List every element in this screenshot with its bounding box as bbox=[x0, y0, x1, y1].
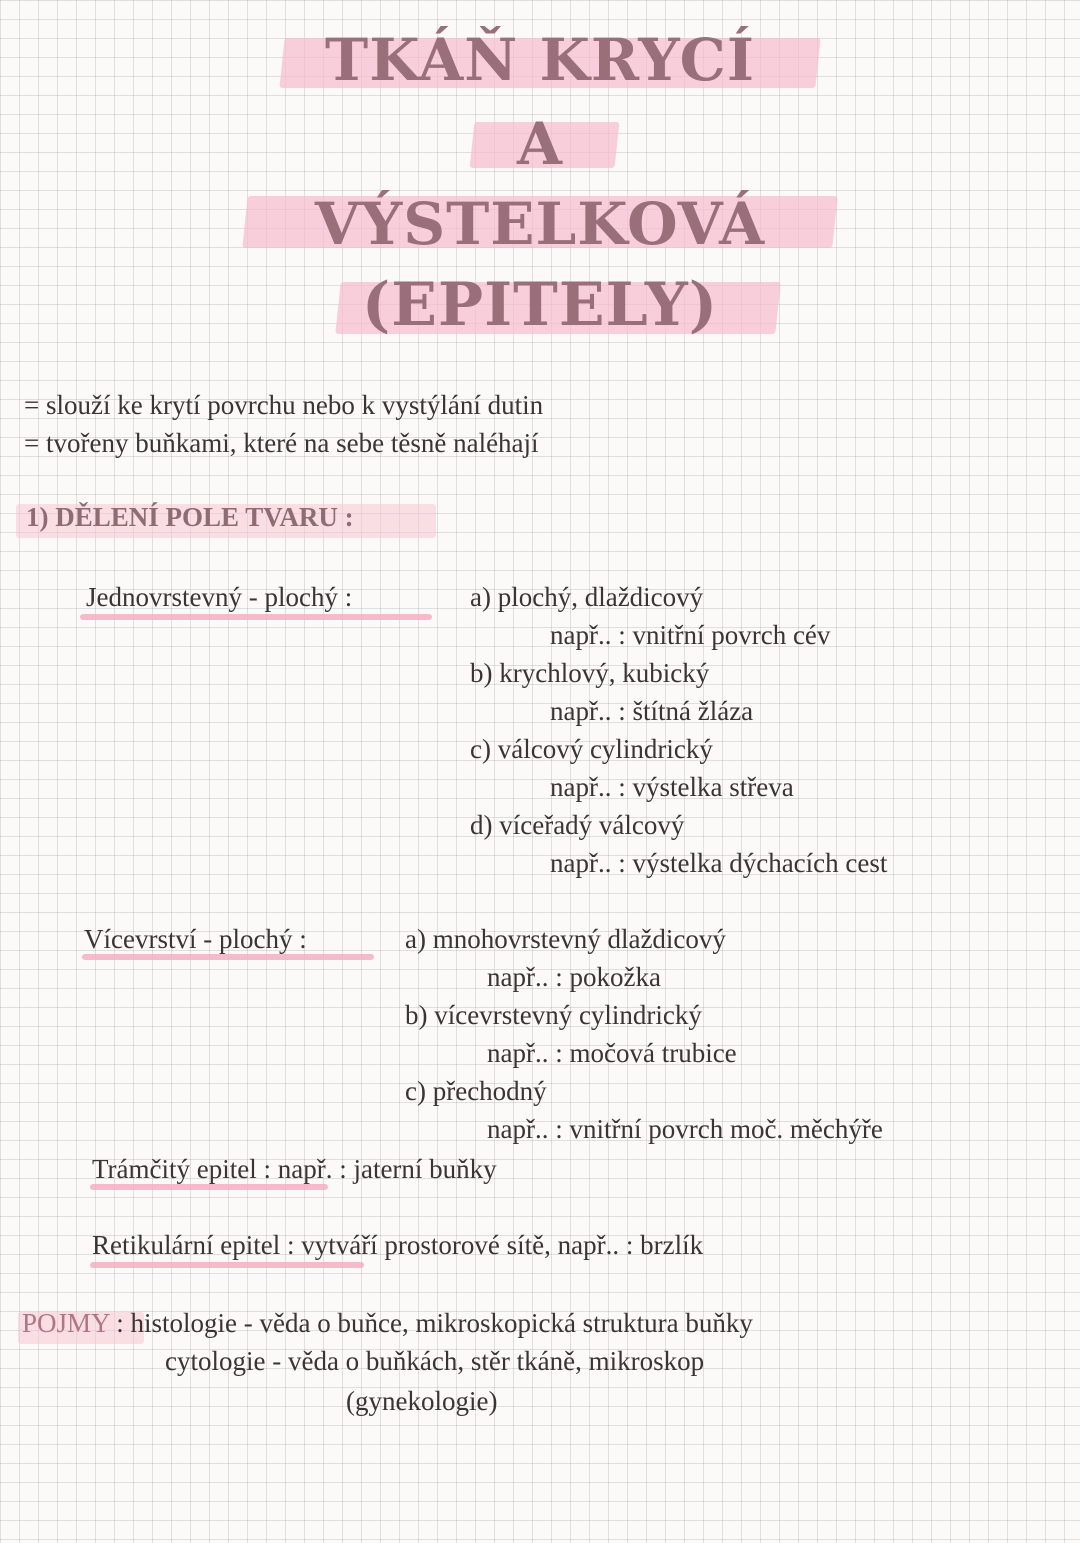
vice-example-c: např.. : vnitřní povrch moč. měchýře bbox=[487, 1114, 883, 1144]
pojmy-label: POJMY bbox=[22, 1308, 110, 1338]
pojmy-text-1: : histologie - věda o buňce, mikroskopická struktura buňky bbox=[116, 1308, 753, 1338]
jedno-item-d: d) víceřadý válcový bbox=[470, 810, 685, 840]
vice-item-b: b) vícevrstevný cylindrický bbox=[405, 1000, 702, 1030]
jedno-item-c: c) válcový cylindrický bbox=[470, 734, 713, 764]
jednovrstevny-underline bbox=[80, 614, 432, 620]
jedno-example-a: např.. : vnitřní povrch cév bbox=[550, 620, 831, 650]
vicevrstvy-label: Vícevrství - plochý : bbox=[84, 924, 307, 954]
intro-line-2: = tvořeny buňkami, které na sebe těsně naléhají bbox=[24, 428, 539, 458]
vice-item-c: c) přechodný bbox=[405, 1076, 547, 1106]
pojmy-line-1 bbox=[22, 1308, 753, 1339]
title-line-1: TKÁŇ KRYCÍ bbox=[325, 26, 755, 94]
tramcity-line bbox=[92, 1154, 497, 1185]
vice-item-a: a) mnohovrstevný dlaždicový bbox=[405, 924, 726, 954]
tramcity-text: : např. : jaterní buňky bbox=[263, 1154, 497, 1184]
retikularni-text: : vytváří prostorové sítě, např.. : brzlík bbox=[286, 1230, 704, 1260]
retikularni-line bbox=[92, 1230, 703, 1261]
title-line-2: A bbox=[516, 110, 563, 178]
pojmy-line-3: (gynekologie) bbox=[346, 1386, 498, 1416]
jedno-example-b: např.. : štítná žláza bbox=[550, 696, 754, 726]
title-line-3: VÝSTELKOVÁ bbox=[314, 190, 766, 258]
jedno-item-b: b) krychlový, kubický bbox=[470, 658, 710, 688]
retikularni-underline bbox=[90, 1262, 364, 1268]
pojmy-line-2: cytologie - věda o buňkách, stěr tkáně, mikroskop bbox=[165, 1346, 705, 1376]
jedno-example-c: např.. : výstelka střeva bbox=[550, 772, 794, 802]
jednovrstevny-label: Jednovrstevný - plochý : bbox=[86, 582, 353, 612]
retikularni-label: Retikulární epitel bbox=[92, 1230, 281, 1260]
tramcity-label: Trámčitý epitel bbox=[92, 1154, 257, 1184]
section1-heading: 1) DĚLENÍ POLE TVARU : bbox=[26, 502, 354, 532]
vice-example-a: např.. : pokožka bbox=[487, 962, 661, 992]
jedno-item-a: a) plochý, dlaždicový bbox=[470, 582, 704, 612]
intro-line-1: = slouží ke krytí povrchu nebo k vystýlání dutin bbox=[24, 390, 544, 420]
title-line-4: (EPITELY) bbox=[361, 270, 719, 340]
jedno-example-d: např.. : výstelka dýchacích cest bbox=[550, 848, 888, 878]
vice-example-b: např.. : močová trubice bbox=[487, 1038, 737, 1068]
